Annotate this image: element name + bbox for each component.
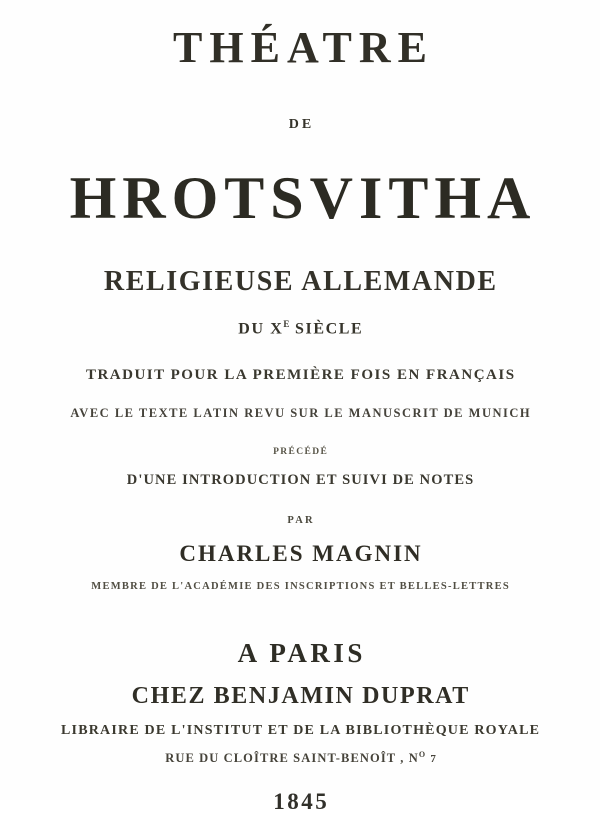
author-name: CHARLES MAGNIN xyxy=(179,541,423,567)
imprint-city: A PARIS xyxy=(237,638,366,669)
imprint-publisher: CHEZ BENJAMIN DUPRAT xyxy=(131,683,470,710)
imprint-publisher-role: LIBRAIRE DE L'INSTITUT ET DE LA BIBLIOTHÈQUE ROYALE xyxy=(61,723,541,739)
subject-name: HROTSVITHA xyxy=(69,165,537,231)
imprint-address xyxy=(0,750,600,766)
address-street: RUE DU CLOÎTRE SAINT-BENOÎT , xyxy=(165,751,405,766)
author-by-label: PAR xyxy=(287,515,315,527)
address-number-group xyxy=(409,751,436,765)
title-connector: DE xyxy=(288,117,315,132)
address-number-label: N xyxy=(408,751,419,766)
address-number: 7 xyxy=(430,753,436,766)
page-title: THÉATRE xyxy=(173,23,434,72)
preceded-label: PRÉCÉDÉ xyxy=(273,447,329,458)
introduction-note: D'UNE INTRODUCTION ET SUIVI DE NOTES xyxy=(126,472,475,489)
century-prefix: DU X xyxy=(238,320,284,338)
translation-note: TRADUIT POUR LA PREMIÈRE FOIS EN FRANÇAIS xyxy=(85,367,516,384)
century-line xyxy=(0,319,600,338)
subject-descriptor: RELIGIEUSE ALLEMANDE xyxy=(103,266,498,297)
century-ordinal: E xyxy=(283,319,290,329)
century-suffix: SIÈCLE xyxy=(295,320,364,338)
imprint-year: 1845 xyxy=(273,789,330,815)
source-manuscript-note: AVEC LE TEXTE LATIN REVU SUR LE MANUSCRIT DE MUNICH xyxy=(70,406,532,421)
author-credentials: MEMBRE DE L'ACADÉMIE DES INSCRIPTIONS ET BELLES-LETTRES xyxy=(91,581,510,593)
address-number-ordinal: O xyxy=(418,750,427,760)
